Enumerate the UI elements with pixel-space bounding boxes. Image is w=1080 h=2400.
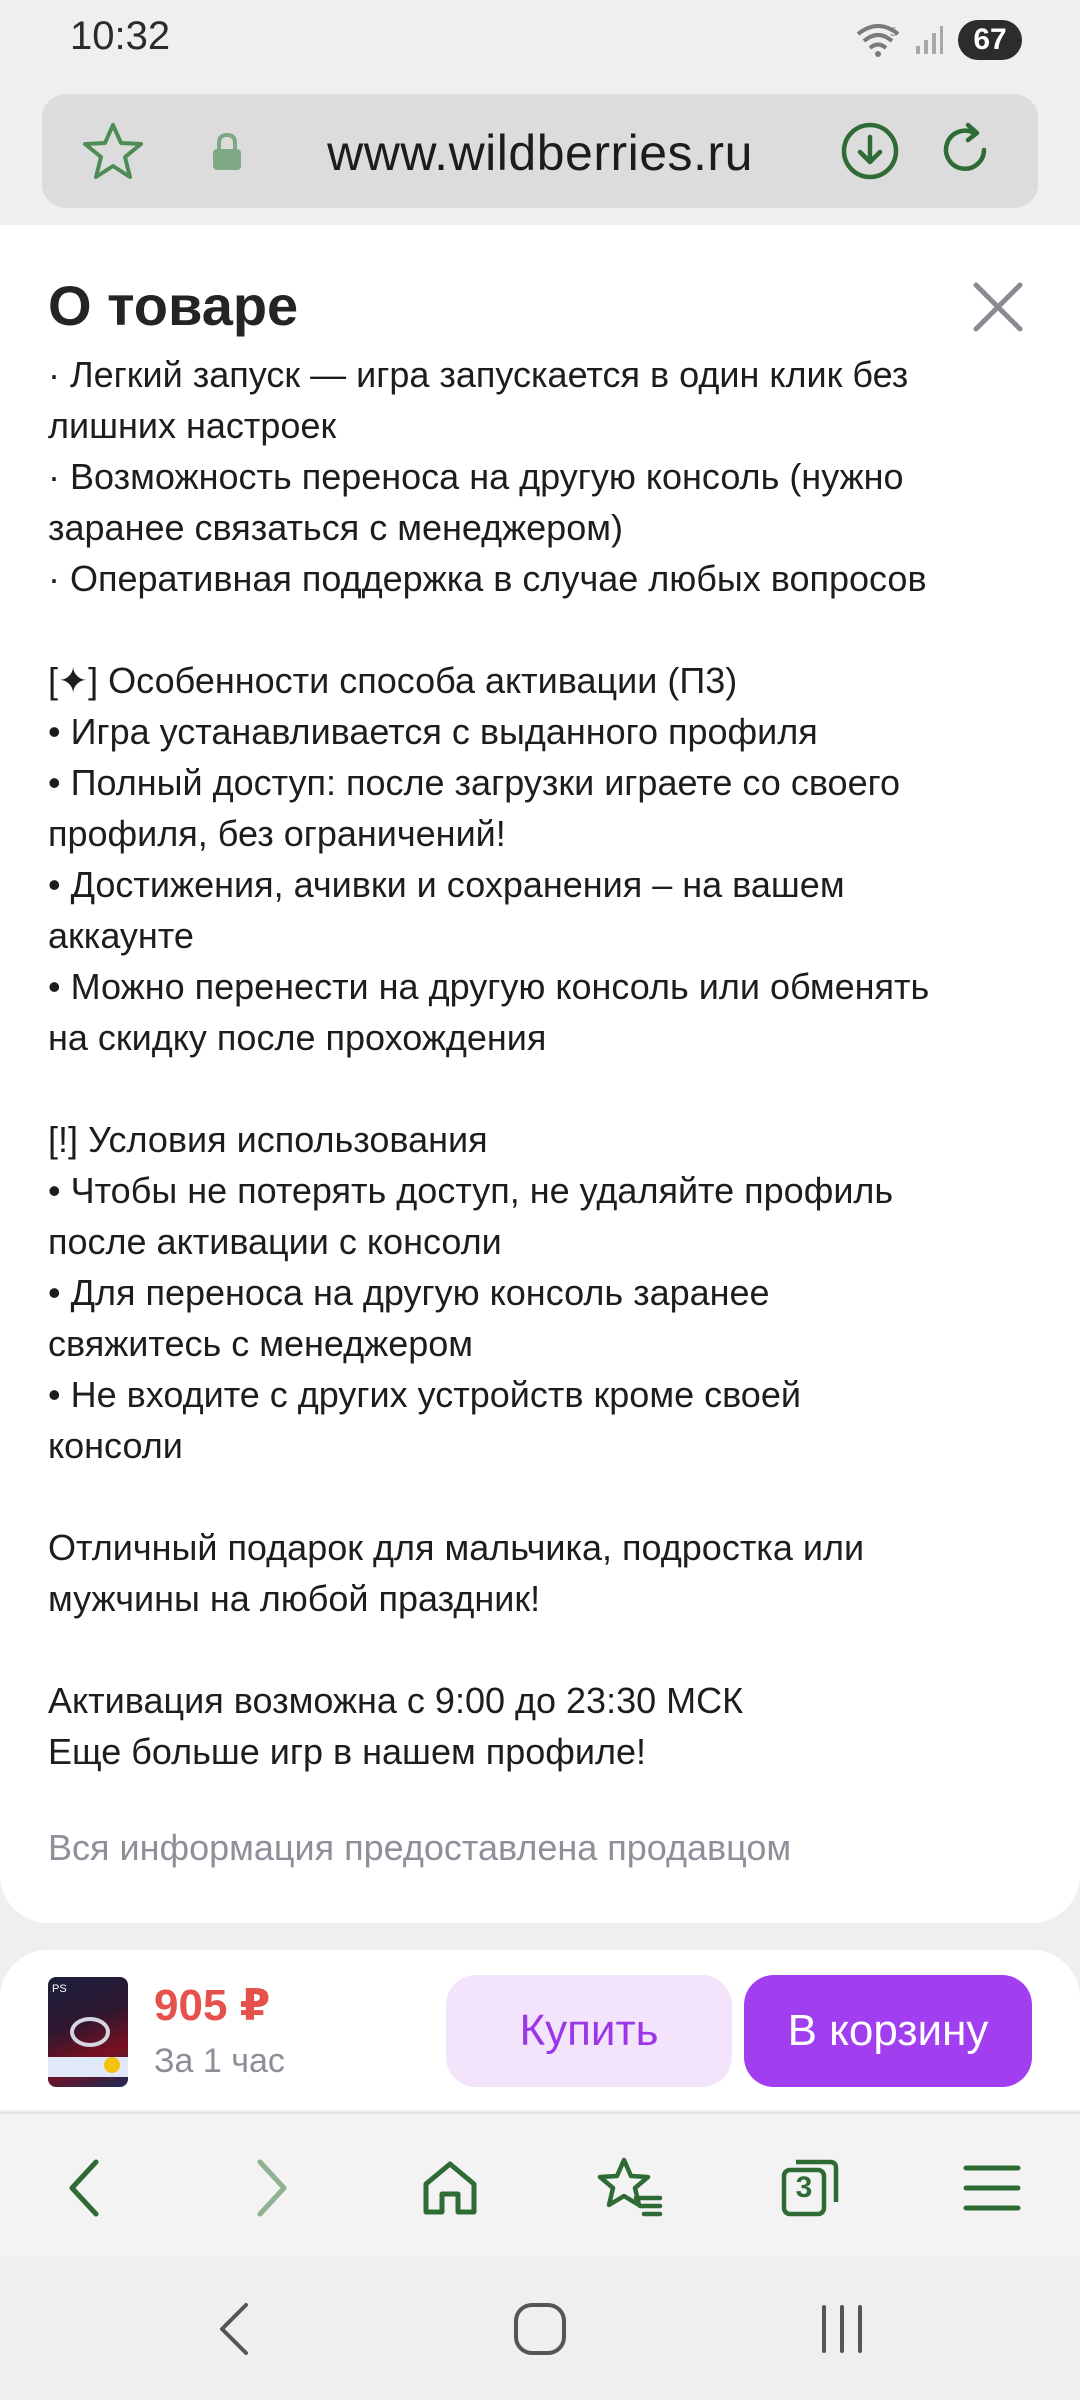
- system-navigation-bar: [0, 2257, 1080, 2400]
- description-line: на скидку после прохождения: [48, 1017, 547, 1058]
- close-icon[interactable]: [968, 277, 1028, 337]
- description-line: Активация возможна с 9:00 до 23:30 МСК: [48, 1680, 744, 1721]
- product-price: 905 ₽: [154, 1981, 271, 2030]
- product-description: [48, 349, 1048, 1777]
- product-buy-bar: [0, 1950, 1080, 2110]
- download-icon[interactable]: [840, 121, 900, 181]
- status-time: 10:32: [70, 14, 171, 58]
- description-blank-line: [48, 604, 1048, 655]
- description-line: · Оперативная поддержка в случае любых вопросов: [48, 558, 927, 599]
- home-icon[interactable]: [416, 2154, 484, 2222]
- description-line: аккаунте: [48, 915, 194, 956]
- description-line: Еще больше игр в нашем профиле!: [48, 1731, 647, 1772]
- add-to-cart-label: В корзину: [787, 2006, 989, 2055]
- product-info-sheet: [0, 225, 1080, 1923]
- description-line: • Чтобы не потерять доступ, не удаляйте профиль: [48, 1170, 894, 1211]
- address-bar[interactable]: [42, 94, 1038, 208]
- description-line: · Легкий запуск — игра запускается в один клик без: [48, 354, 909, 395]
- description-line: • Игра устанавливается с выданного профиля: [48, 711, 818, 752]
- url-text[interactable]: www.wildberries.ru: [327, 125, 753, 181]
- status-icons: [856, 18, 1022, 62]
- description-line: • Можно перенести на другую консоль или обменять: [48, 966, 930, 1007]
- product-thumbnail[interactable]: [48, 1977, 128, 2087]
- description-line: · Возможность переноса на другую консоль (нужно: [48, 456, 904, 497]
- add-to-cart-button[interactable]: [744, 1975, 1032, 2087]
- buy-now-button[interactable]: [446, 1975, 732, 2087]
- description-line: после активации с консоли: [48, 1221, 502, 1262]
- description-line: [✦] Особенности способа активации (П3): [48, 660, 738, 701]
- description-blank-line: [48, 1471, 1048, 1522]
- signal-icon: [914, 24, 944, 56]
- description-blank-line: [48, 1063, 1048, 1114]
- svg-text:PS: PS: [52, 1983, 67, 1993]
- bookmarks-icon[interactable]: [596, 2154, 664, 2222]
- tabs-button[interactable]: [776, 2154, 844, 2222]
- description-line: заранее связаться с менеджером): [48, 507, 623, 548]
- star-icon[interactable]: [82, 122, 144, 180]
- description-line: лишних настроек: [48, 405, 337, 446]
- browser-toolbar: [0, 2112, 1080, 2257]
- description-line: • Полный доступ: после загрузки играете со своего: [48, 762, 900, 803]
- delivery-time: За 1 час: [154, 2042, 285, 2080]
- seller-disclaimer: Вся информация предоставлена продавцом: [48, 1827, 792, 1868]
- description-line: • Не входите с других устройств кроме своей: [48, 1374, 801, 1415]
- description-blank-line: [48, 1624, 1048, 1675]
- sheet-title: О товаре: [48, 274, 299, 337]
- game-logo-icon: [70, 2017, 110, 2047]
- menu-icon[interactable]: [958, 2154, 1026, 2222]
- svg-text:5: 5: [890, 25, 897, 39]
- description-line: консоли: [48, 1425, 183, 1466]
- description-line: мужчины на любой праздник!: [48, 1578, 541, 1619]
- refresh-icon[interactable]: [934, 119, 996, 181]
- nav-home-icon[interactable]: [508, 2297, 572, 2361]
- description-line: • Достижения, ачивки и сохранения – на вашем: [48, 864, 845, 905]
- back-arrow-icon[interactable]: [52, 2154, 120, 2222]
- description-line: • Для переноса на другую консоль заранее: [48, 1272, 770, 1313]
- description-line: свяжитесь с менеджером: [48, 1323, 474, 1364]
- thumbnail-badge-icon: [104, 2057, 120, 2073]
- tabs-count: 3: [795, 2171, 813, 2204]
- description-line: [!] Условия использования: [48, 1119, 488, 1160]
- battery-level: 67: [973, 23, 1007, 56]
- forward-arrow-icon[interactable]: [236, 2154, 304, 2222]
- description-line: профиля, без ограничений!: [48, 813, 506, 854]
- description-line: Отличный подарок для мальчика, подростка или: [48, 1527, 865, 1568]
- lock-icon: [210, 132, 244, 172]
- status-bar: [0, 0, 1080, 78]
- playstation-icon: [52, 1981, 70, 1993]
- buy-now-label: Купить: [519, 2006, 659, 2055]
- nav-recents-icon[interactable]: [810, 2297, 874, 2361]
- battery-icon: [958, 20, 1022, 60]
- nav-back-icon[interactable]: [206, 2297, 270, 2361]
- wifi-icon: [856, 22, 900, 58]
